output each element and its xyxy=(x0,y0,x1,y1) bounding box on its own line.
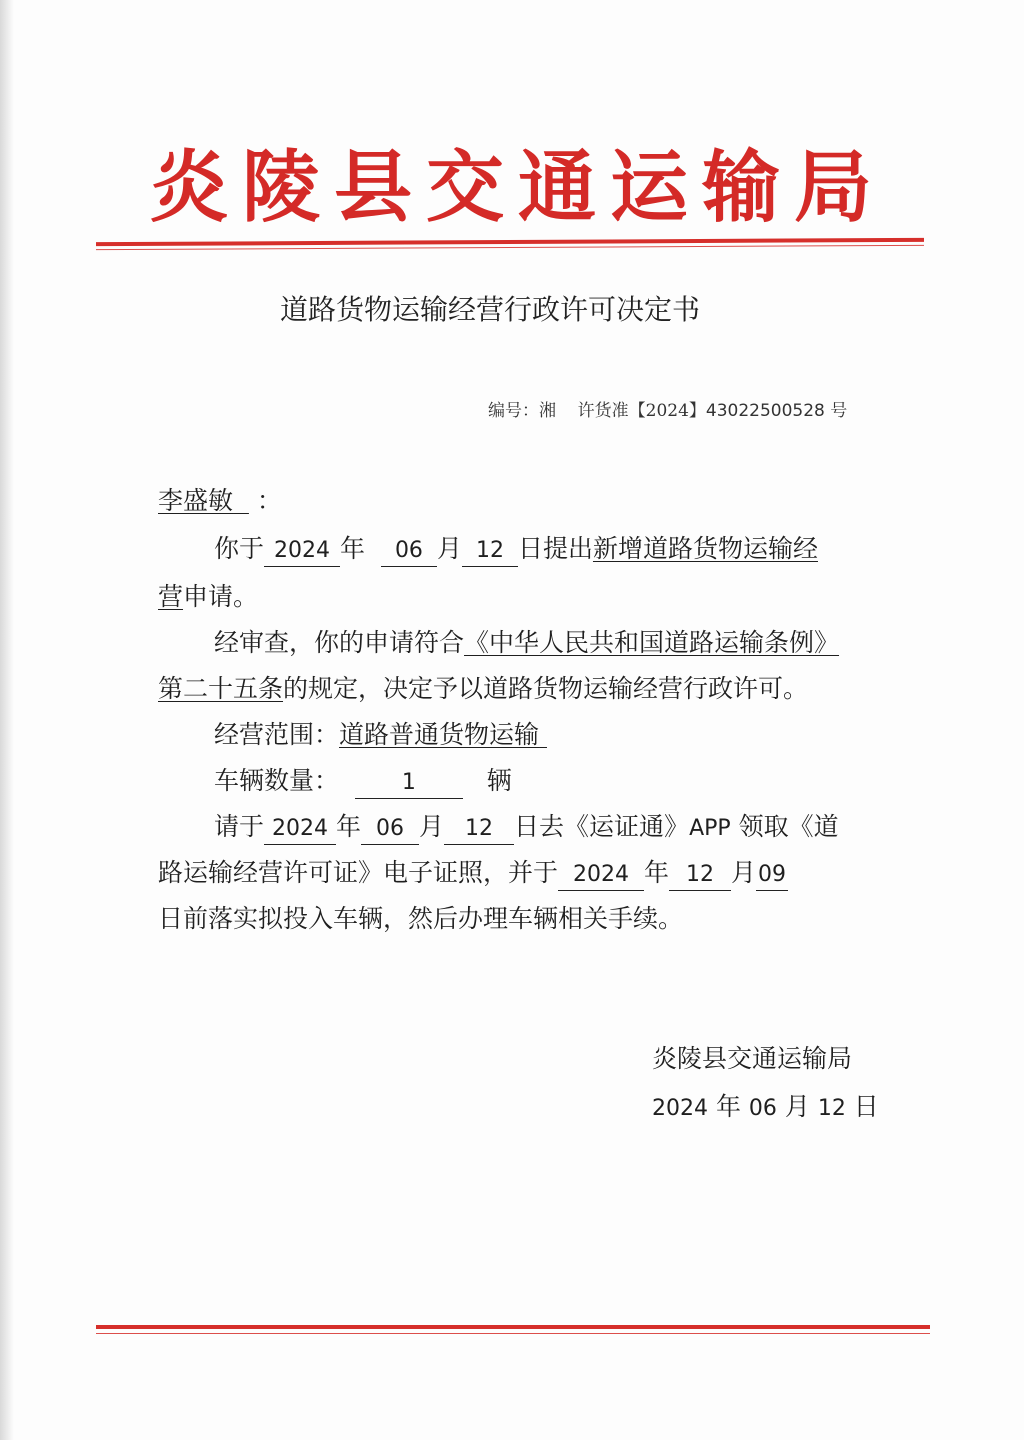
paragraph-3-line-1 xyxy=(158,810,954,846)
paragraph-1-line-2 xyxy=(158,580,898,614)
p3-month-field: 06 xyxy=(361,814,419,845)
vehicle-count-label: 车辆数量： xyxy=(214,766,340,795)
p1-month-unit: 月 xyxy=(436,534,462,563)
vehicle-count-field: 1 xyxy=(355,768,463,799)
p2-law-article: 第二十五条 xyxy=(158,674,284,703)
p1-day-unit: 日提出 xyxy=(517,534,593,563)
p3-app-name: APP xyxy=(689,816,731,841)
paragraph-3-line-2 xyxy=(158,856,898,891)
sig-year: 2024 xyxy=(652,1096,708,1121)
number-suffix: 号 xyxy=(830,401,848,421)
deadline-year-field: 2024 xyxy=(558,860,644,891)
p3-month-unit: 月 xyxy=(419,812,445,841)
paragraph-2-line-1 xyxy=(158,626,954,660)
p3-line2-text: 路运输经营许可证》电子证照，并于 xyxy=(158,858,559,887)
sig-month-unit: 月 xyxy=(784,1092,810,1121)
number-prefix: 许货准【2024】 xyxy=(577,401,706,421)
footer-rule-thin xyxy=(96,1333,930,1334)
p1-month-field: 06 xyxy=(381,536,437,567)
p1-day-field: 12 xyxy=(462,536,518,567)
deadline-year-unit: 年 xyxy=(644,858,670,887)
scope-label: 经营范围： xyxy=(214,720,340,749)
signature-date xyxy=(652,1090,892,1126)
p2-post-text: 的规定，决定予以道路货物运输经营行政许可。 xyxy=(283,674,809,703)
issuing-authority-header: 炎陵县交通运输局 xyxy=(150,142,887,233)
deadline-month-field: 12 xyxy=(669,860,731,891)
vehicle-count-unit: 辆 xyxy=(486,766,512,795)
deadline-month-unit: 月 xyxy=(731,858,757,887)
deadline-day-field: 09 xyxy=(756,860,788,891)
p1-year-field: 2024 xyxy=(264,536,340,567)
p3-mid2-text: 领取《道 xyxy=(738,812,839,841)
vehicle-count-line xyxy=(158,764,954,799)
p3-year-field: 2024 xyxy=(264,814,336,845)
p2-pre-text: 经审查，你的申请符合 xyxy=(214,628,465,657)
p1-post-text: 申请。 xyxy=(183,582,259,611)
p3-mid-text: 日去《运证通》 xyxy=(514,812,690,841)
sig-year-unit: 年 xyxy=(715,1092,741,1121)
number-label: 编号：湘 xyxy=(488,401,556,421)
p3-day-field: 12 xyxy=(444,814,514,845)
sig-day: 12 xyxy=(817,1096,846,1121)
recipient-colon: ： xyxy=(256,486,282,515)
p3-pre-text: 请于 xyxy=(214,812,265,841)
paragraph-3-line-3 xyxy=(158,902,898,936)
paragraph-2-line-2 xyxy=(158,672,898,706)
paragraph-1-line-1 xyxy=(158,532,954,567)
p2-law-name: 《中华人民共和国道路运输条例》 xyxy=(464,628,840,657)
recipient-line xyxy=(158,484,898,518)
footer-rule-thick xyxy=(96,1325,930,1329)
sig-month: 06 xyxy=(748,1096,777,1121)
p3-line3-text: 日前落实拟投入车辆，然后办理车辆相关手续。 xyxy=(158,904,684,933)
recipient-name: 李盛敏 xyxy=(158,486,234,515)
p1-year-unit: 年 xyxy=(340,534,366,563)
number-value: 43022500528 xyxy=(705,401,825,421)
document-number xyxy=(488,398,888,424)
p3-year-unit: 年 xyxy=(336,812,362,841)
signature-org: 炎陵县交通运输局 xyxy=(652,1044,853,1073)
p1-pre-text: 你于 xyxy=(214,534,265,563)
sig-day-unit: 日 xyxy=(853,1092,879,1121)
p1-application-type-cont: 营 xyxy=(158,582,184,611)
document-title: 道路货物运输经营行政许可决定书 xyxy=(280,293,701,326)
scope-value: 道路普通货物运输 xyxy=(339,720,540,749)
p1-application-type: 新增道路货物运输经 xyxy=(592,534,818,563)
header-rule-thin xyxy=(96,245,924,250)
business-scope-line xyxy=(158,718,954,752)
